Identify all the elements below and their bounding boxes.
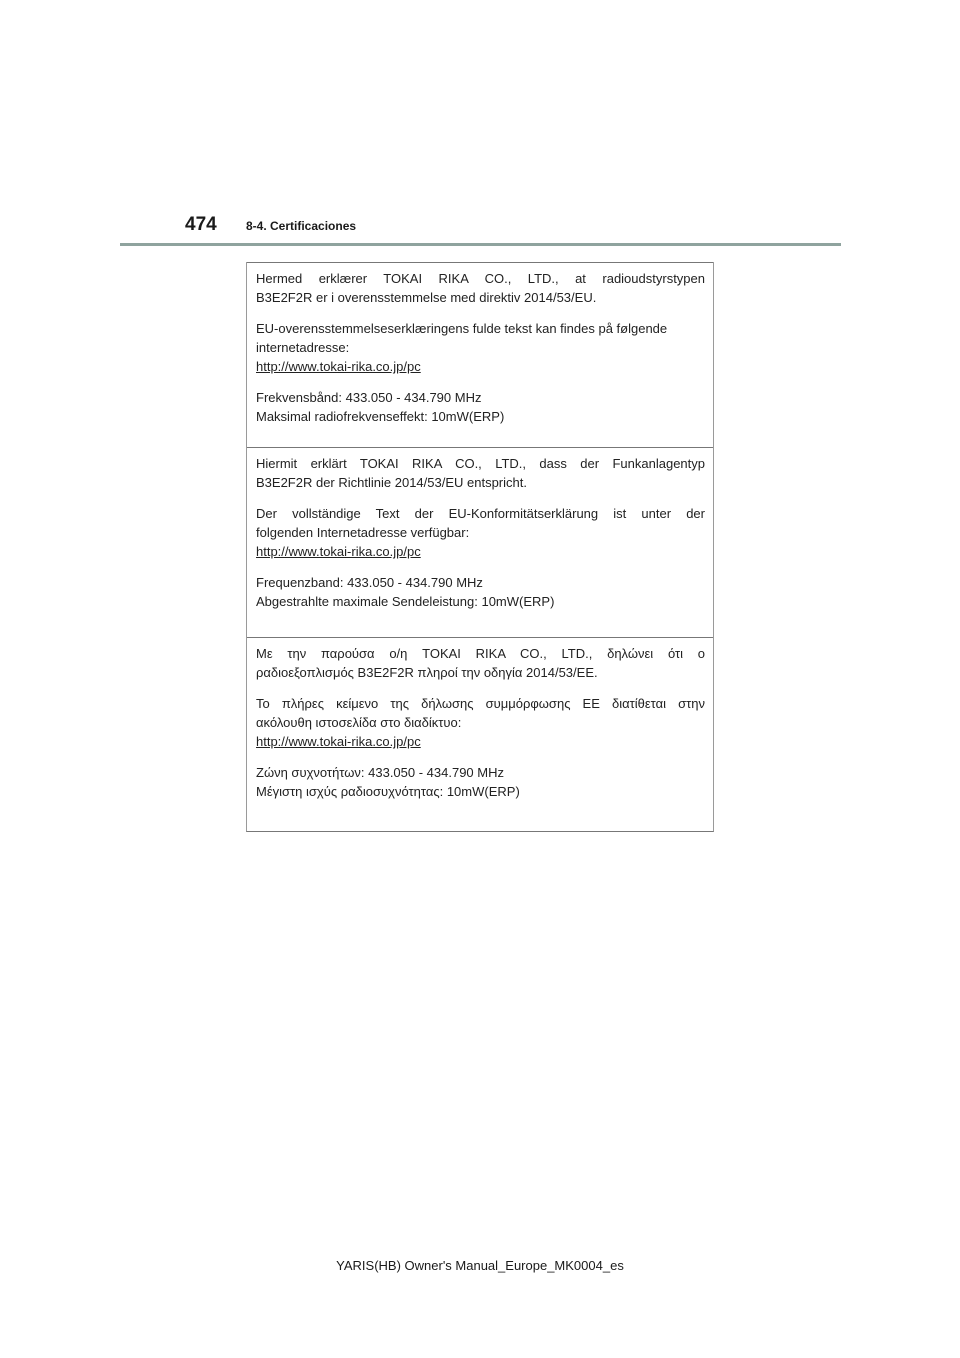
header-divider — [120, 243, 841, 246]
full-text-paragraph — [256, 504, 705, 561]
declaration-line: ραδιοεξοπλισμός B3E2F2R πληροί την οδηγία 2014/53/ΕΕ. — [256, 665, 598, 680]
radio-specs — [256, 388, 705, 426]
cert-block-danish — [247, 262, 713, 447]
max-power: Maksimal radiofrekvenseffekt: 10mW(ERP) — [256, 409, 505, 424]
frequency-band: Ζώνη συχνοτήτων: 433.050 - 434.790 MHz — [256, 765, 504, 780]
certification-box — [246, 262, 714, 832]
declaration-paragraph — [256, 644, 705, 682]
radio-specs — [256, 763, 705, 801]
cert-block-greek — [247, 637, 713, 831]
full-text-line: Το πλήρες κείμενο της δήλωσης συμμόρφωσης ΕΕ διατίθεται στην — [256, 696, 705, 711]
declaration-line: B3E2F2R er i overensstemmelse med direktiv 2014/53/EU. — [256, 290, 597, 305]
frequency-band: Frequenzband: 433.050 - 434.790 MHz — [256, 575, 483, 590]
url-link[interactable]: http://www.tokai-rika.co.jp/pc — [256, 359, 421, 374]
full-text-line: ακόλουθη ιστοσελίδα στο διαδίκτυο: — [256, 715, 462, 730]
section-title: 8-4. Certificaciones — [246, 219, 357, 233]
full-text-line: Der vollständige Text der EU-Konformitätserklärung ist unter der — [256, 506, 705, 521]
full-text-line: folgenden Internetadresse verfügbar: — [256, 525, 470, 540]
declaration-line: Hiermit erklärt TOKAI RIKA CO., LTD., dass der Funkanlagentyp — [256, 456, 705, 471]
full-text-paragraph — [256, 694, 705, 751]
footer-text: YARIS(HB) Owner's Manual_Europe_MK0004_es — [336, 1258, 624, 1273]
full-text-paragraph — [256, 319, 705, 376]
max-power: Abgestrahlte maximale Sendeleistung: 10mW(ERP) — [256, 594, 555, 609]
url-link[interactable]: http://www.tokai-rika.co.jp/pc — [256, 544, 421, 559]
page-number: 474 — [185, 214, 217, 235]
full-text-line: EU-overensstemmelseserklæringens fulde tekst kan findes på følgende internetadresse: — [256, 321, 668, 355]
cert-block-german — [247, 447, 713, 637]
declaration-paragraph — [256, 269, 705, 307]
declaration-paragraph — [256, 454, 705, 492]
declaration-line: B3E2F2R der Richtlinie 2014/53/EU entspricht. — [256, 475, 527, 490]
declaration-line: Hermed erklærer TOKAI RIKA CO., LTD., at radioudstyrstypen — [256, 271, 705, 286]
declaration-line: Με την παρούσα ο/η TOKAI RIKA CO., LTD., δηλώνει ότι ο — [256, 646, 705, 661]
frequency-band: Frekvensbånd: 433.050 - 434.790 MHz — [256, 390, 482, 405]
max-power: Μέγιστη ισχύς ραδιοσυχνότητας: 10mW(ERP) — [256, 784, 520, 799]
url-link[interactable]: http://www.tokai-rika.co.jp/pc — [256, 734, 421, 749]
radio-specs — [256, 573, 705, 611]
